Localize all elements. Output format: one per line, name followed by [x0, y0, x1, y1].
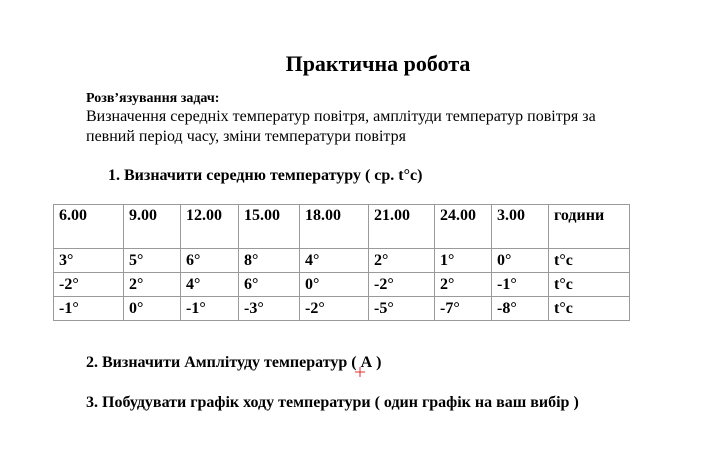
table-cell: 2° — [369, 249, 435, 273]
table-row — [54, 297, 630, 321]
table-cell: -2° — [369, 273, 435, 297]
task-description: Визначення середніх температур повітря, амплітуди температур повітря за певний період часу, зміни температури повітря — [86, 108, 596, 145]
text-cursor-icon — [355, 367, 365, 377]
table-header-cell: 12.00 — [181, 205, 239, 249]
task-1: 1. Визначити середню температуру ( ср. t°c) — [108, 167, 423, 184]
table-header-cell: 6.00 — [54, 205, 124, 249]
table-cell: 4° — [300, 249, 369, 273]
table-cell: -1° — [181, 297, 239, 321]
table-cell: 6° — [239, 273, 300, 297]
task-2: 2. Визначити Амплітуду температур ( А ) — [86, 354, 382, 371]
table-cell: 2° — [124, 273, 181, 297]
temperature-table — [53, 204, 630, 321]
table-header-cell: 9.00 — [124, 205, 181, 249]
table-cell: -1° — [492, 273, 549, 297]
table-cell: 8° — [239, 249, 300, 273]
table-cell: -3° — [239, 297, 300, 321]
table-cell: 3° — [54, 249, 124, 273]
subheading: Розв’язування задач: — [86, 91, 220, 106]
table-cell: -5° — [369, 297, 435, 321]
table-cell: -1° — [54, 297, 124, 321]
task-3: 3. Побудувати графік ходу температури ( один графік на ваш вибір ) — [86, 394, 579, 411]
table-header-cell: 18.00 — [300, 205, 369, 249]
table-cell: 5° — [124, 249, 181, 273]
table-row — [54, 249, 630, 273]
table-cell: -2° — [300, 297, 369, 321]
page-title: Практична робота — [285, 51, 471, 76]
table-cell: t°c — [549, 273, 630, 297]
table-cell: 6° — [181, 249, 239, 273]
table-header-cell: 15.00 — [239, 205, 300, 249]
table-cell: t°c — [549, 297, 630, 321]
table-cell: -8° — [492, 297, 549, 321]
table-header-cell: 21.00 — [369, 205, 435, 249]
table-cell: 2° — [435, 273, 492, 297]
table-header-cell: 24.00 — [435, 205, 492, 249]
table-header-cell: 3.00 — [492, 205, 549, 249]
table-header-cell: години — [549, 205, 630, 249]
table-cell: 0° — [124, 297, 181, 321]
table-row — [54, 273, 630, 297]
table-cell: 4° — [181, 273, 239, 297]
table-cell: 0° — [300, 273, 369, 297]
table-cell: -2° — [54, 273, 124, 297]
table-cell: t°c — [549, 249, 630, 273]
table-header-row — [54, 205, 630, 249]
table-cell: 1° — [435, 249, 492, 273]
table-cell: -7° — [435, 297, 492, 321]
table-cell: 0° — [492, 249, 549, 273]
